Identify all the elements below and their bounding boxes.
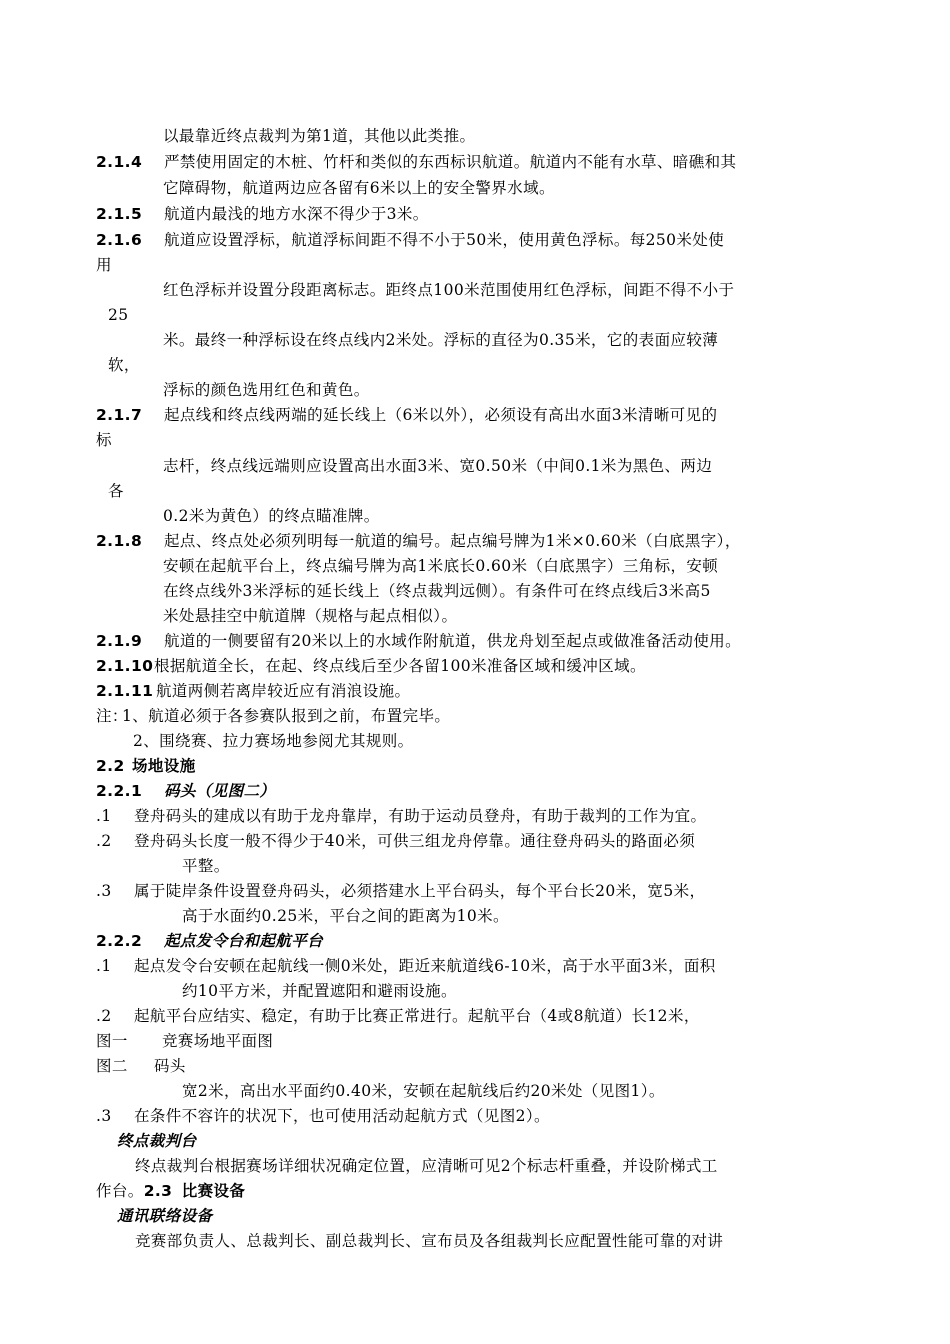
section-title: 码头（见图二） — [164, 782, 276, 800]
text: 在条件不容许的状况下，也可使用活动起航方式（见图2）。 — [134, 1107, 550, 1125]
section-number: 2.2.2 — [96, 932, 143, 950]
section-title: 场地设施 — [132, 757, 196, 775]
item-number: .2 — [96, 1007, 112, 1025]
item-line — [96, 831, 695, 851]
text: 竞赛部负责人、总裁判长、副总裁判长、宣布员及各组裁判长应配置性能可靠的对讲 — [135, 1232, 724, 1250]
paragraph-line — [163, 556, 718, 576]
text: 米。最终一种浮标设在终点线内2米处。浮标的直径为0.35米，它的表面应较薄 — [163, 331, 719, 349]
text: 登舟码头的建成以有助于龙舟靠岸，有助于运动员登舟，有助于裁判的工作为宜。 — [134, 807, 707, 825]
section-number: 2.1.4 — [96, 153, 143, 171]
text: 用 — [96, 256, 112, 274]
item-line — [96, 806, 706, 826]
text: 红色浮标并设置分段距离标志。距终点100米范围使用红色浮标，间距不得不小于 — [163, 281, 735, 299]
section-number: 2.2.1 — [96, 782, 143, 800]
paragraph-line — [96, 1181, 245, 1201]
subsection-title — [117, 1131, 197, 1151]
section-number: 2.1.10 — [96, 657, 154, 675]
section-2-1-5 — [96, 204, 429, 224]
section-number: 2.1.5 — [96, 205, 143, 223]
section-number: 2.2 — [96, 757, 125, 775]
item-number: .1 — [96, 957, 112, 975]
section-2-1-8 — [96, 531, 741, 551]
text: 高于水面约0.25米，平台之间的距离为10米。 — [182, 907, 509, 925]
paragraph-line — [96, 255, 112, 275]
text: 航道内最浅的地方水深不得少于3米。 — [164, 205, 429, 223]
section-title: 终点裁判台 — [117, 1132, 197, 1150]
item-line — [96, 1106, 550, 1126]
paragraph-line — [108, 355, 140, 375]
section-number: 2.1.9 — [96, 632, 143, 650]
text: 登舟码头长度一般不得少于40米，可供三组龙舟停靠。通往登舟码头的路面必须 — [134, 832, 696, 850]
section-number: 2.3 — [143, 1182, 173, 1200]
paragraph-line — [163, 606, 457, 626]
item-number: .3 — [96, 1107, 112, 1125]
item-line — [96, 956, 716, 976]
section-title: 通讯联络设备 — [117, 1207, 213, 1225]
section-number: 2.1.6 — [96, 231, 143, 249]
paragraph-line — [135, 1156, 718, 1176]
paragraph-line — [163, 380, 370, 400]
text: 1、航道必须于各参赛队报到之前，布置完毕。 — [122, 707, 451, 725]
paragraph-line — [135, 1231, 723, 1251]
text: 浮标的颜色选用红色和黄色。 — [163, 381, 370, 399]
figure-caption — [96, 1056, 186, 1076]
paragraph-line — [163, 456, 712, 476]
item-number: .3 — [96, 882, 112, 900]
text: 以最靠近终点裁判为第1道，其他以此类推。 — [163, 127, 476, 145]
paragraph-line — [163, 178, 555, 198]
section-number: 2.1.8 — [96, 532, 143, 550]
paragraph-line — [163, 280, 734, 300]
section-2-1-4 — [96, 152, 736, 172]
section-2-1-10 — [96, 656, 646, 676]
item-number: .1 — [96, 807, 112, 825]
text: 起航平台应结实、稳定，有助于比赛正常进行。起航平台（4或8航道）长12米， — [134, 1007, 700, 1025]
text: 各 — [108, 482, 124, 500]
figure-label: 图一 — [96, 1032, 128, 1050]
text: 宽2米，高出水平面约0.40米，安顿在起航线后约20米处（见图1）。 — [182, 1082, 665, 1100]
text: 终点裁判台根据赛场详细状况确定位置，应清晰可见2个标志杆重叠，并设阶梯式工 — [135, 1157, 718, 1175]
text: 属于陡岸条件设置登舟码头，必须搭建水上平台码头，每个平台长20米，宽5米， — [134, 882, 706, 900]
text: 25 — [108, 306, 129, 324]
note-line — [133, 731, 414, 751]
text: 软， — [108, 356, 140, 374]
paragraph-line — [96, 430, 112, 450]
section-2-1-11 — [96, 681, 410, 701]
text: 它障碍物，航道两边应各留有6米以上的安全警界水域。 — [163, 179, 555, 197]
section-number: 2.1.11 — [96, 682, 154, 700]
text: 作台。 — [96, 1182, 144, 1200]
paragraph-line — [182, 981, 457, 1001]
text: 起点线和终点线两端的延长线上（6米以外），必须设有高出水面3米清晰可见的 — [164, 406, 718, 424]
paragraph-line — [163, 126, 475, 146]
text: 平整。 — [182, 857, 230, 875]
text: 安顿在起航平台上，终点编号牌为高1米底长0.60米（白底黑字）三角标，安顿 — [163, 557, 719, 575]
item-number: .2 — [96, 832, 112, 850]
text: 起点发令台安顿在起航线一侧0米处，距近来航道线6-10米，高于水平面3米，面积 — [134, 957, 716, 975]
text: 航道应设置浮标，航道浮标间距不得不小于50米，使用黄色浮标。每250米处使 — [164, 231, 725, 249]
subsection-title — [117, 1206, 212, 1226]
text: 严禁使用固定的木桩、竹杆和类似的东西标识航道。航道内不能有水草、暗礁和其 — [164, 153, 737, 171]
section-2-1-6 — [96, 230, 724, 250]
text: 码头 — [154, 1057, 186, 1075]
paragraph-line — [108, 481, 124, 501]
text: 0.2米为黄色）的终点瞄准牌。 — [163, 507, 380, 525]
section-number: 2.1.7 — [96, 406, 143, 424]
text: 约10平方米，并配置遮阳和避雨设施。 — [182, 982, 457, 1000]
item-line — [96, 1006, 700, 1026]
note-label: 注： — [96, 707, 128, 725]
item-line — [96, 881, 705, 901]
section-heading-2-2 — [96, 756, 196, 776]
text: 米处悬挂空中航道牌（规格与起点相似）。 — [163, 607, 458, 625]
paragraph-line — [182, 856, 230, 876]
text: 2、围绕赛、拉力赛场地参阅尤其规则。 — [133, 732, 414, 750]
paragraph-line — [163, 506, 380, 526]
section-title: 比赛设备 — [181, 1182, 246, 1200]
text: 根据航道全长，在起、终点线后至少各留100米准备区域和缓冲区域。 — [154, 657, 646, 675]
paragraph-line — [182, 906, 509, 926]
paragraph-line — [163, 581, 711, 601]
paragraph-line — [163, 330, 718, 350]
figure-caption — [96, 1031, 273, 1051]
text: 航道的一侧要留有20米以上的水域作附航道，供龙舟划至起点或做准备活动使用。 — [164, 632, 742, 650]
figure-label: 图二 — [96, 1057, 128, 1075]
section-2-1-7 — [96, 405, 717, 425]
text: 起点、终点处必须列明每一航道的编号。起点编号牌为1米×0.60米（白底黑字）， — [164, 532, 741, 550]
paragraph-line — [108, 305, 129, 325]
paragraph-line — [182, 1081, 665, 1101]
text: 竞赛场地平面图 — [162, 1032, 274, 1050]
text: 标 — [96, 431, 112, 449]
text: 志杆，终点线远端则应设置高出水面3米、宽0.50米（中间0.1米为黑色、两边 — [163, 457, 713, 475]
section-2-1-9 — [96, 631, 741, 651]
section-heading-2-2-2 — [96, 931, 323, 951]
text: 在终点线外3米浮标的延长线上（终点裁判远侧）。有条件可在终点线后3米高5 — [163, 582, 711, 600]
section-title: 起点发令台和起航平台 — [164, 932, 324, 950]
section-heading-2-2-1 — [96, 781, 275, 801]
note-line — [96, 706, 450, 726]
text: 航道两侧若离岸较近应有消浪设施。 — [156, 682, 411, 700]
